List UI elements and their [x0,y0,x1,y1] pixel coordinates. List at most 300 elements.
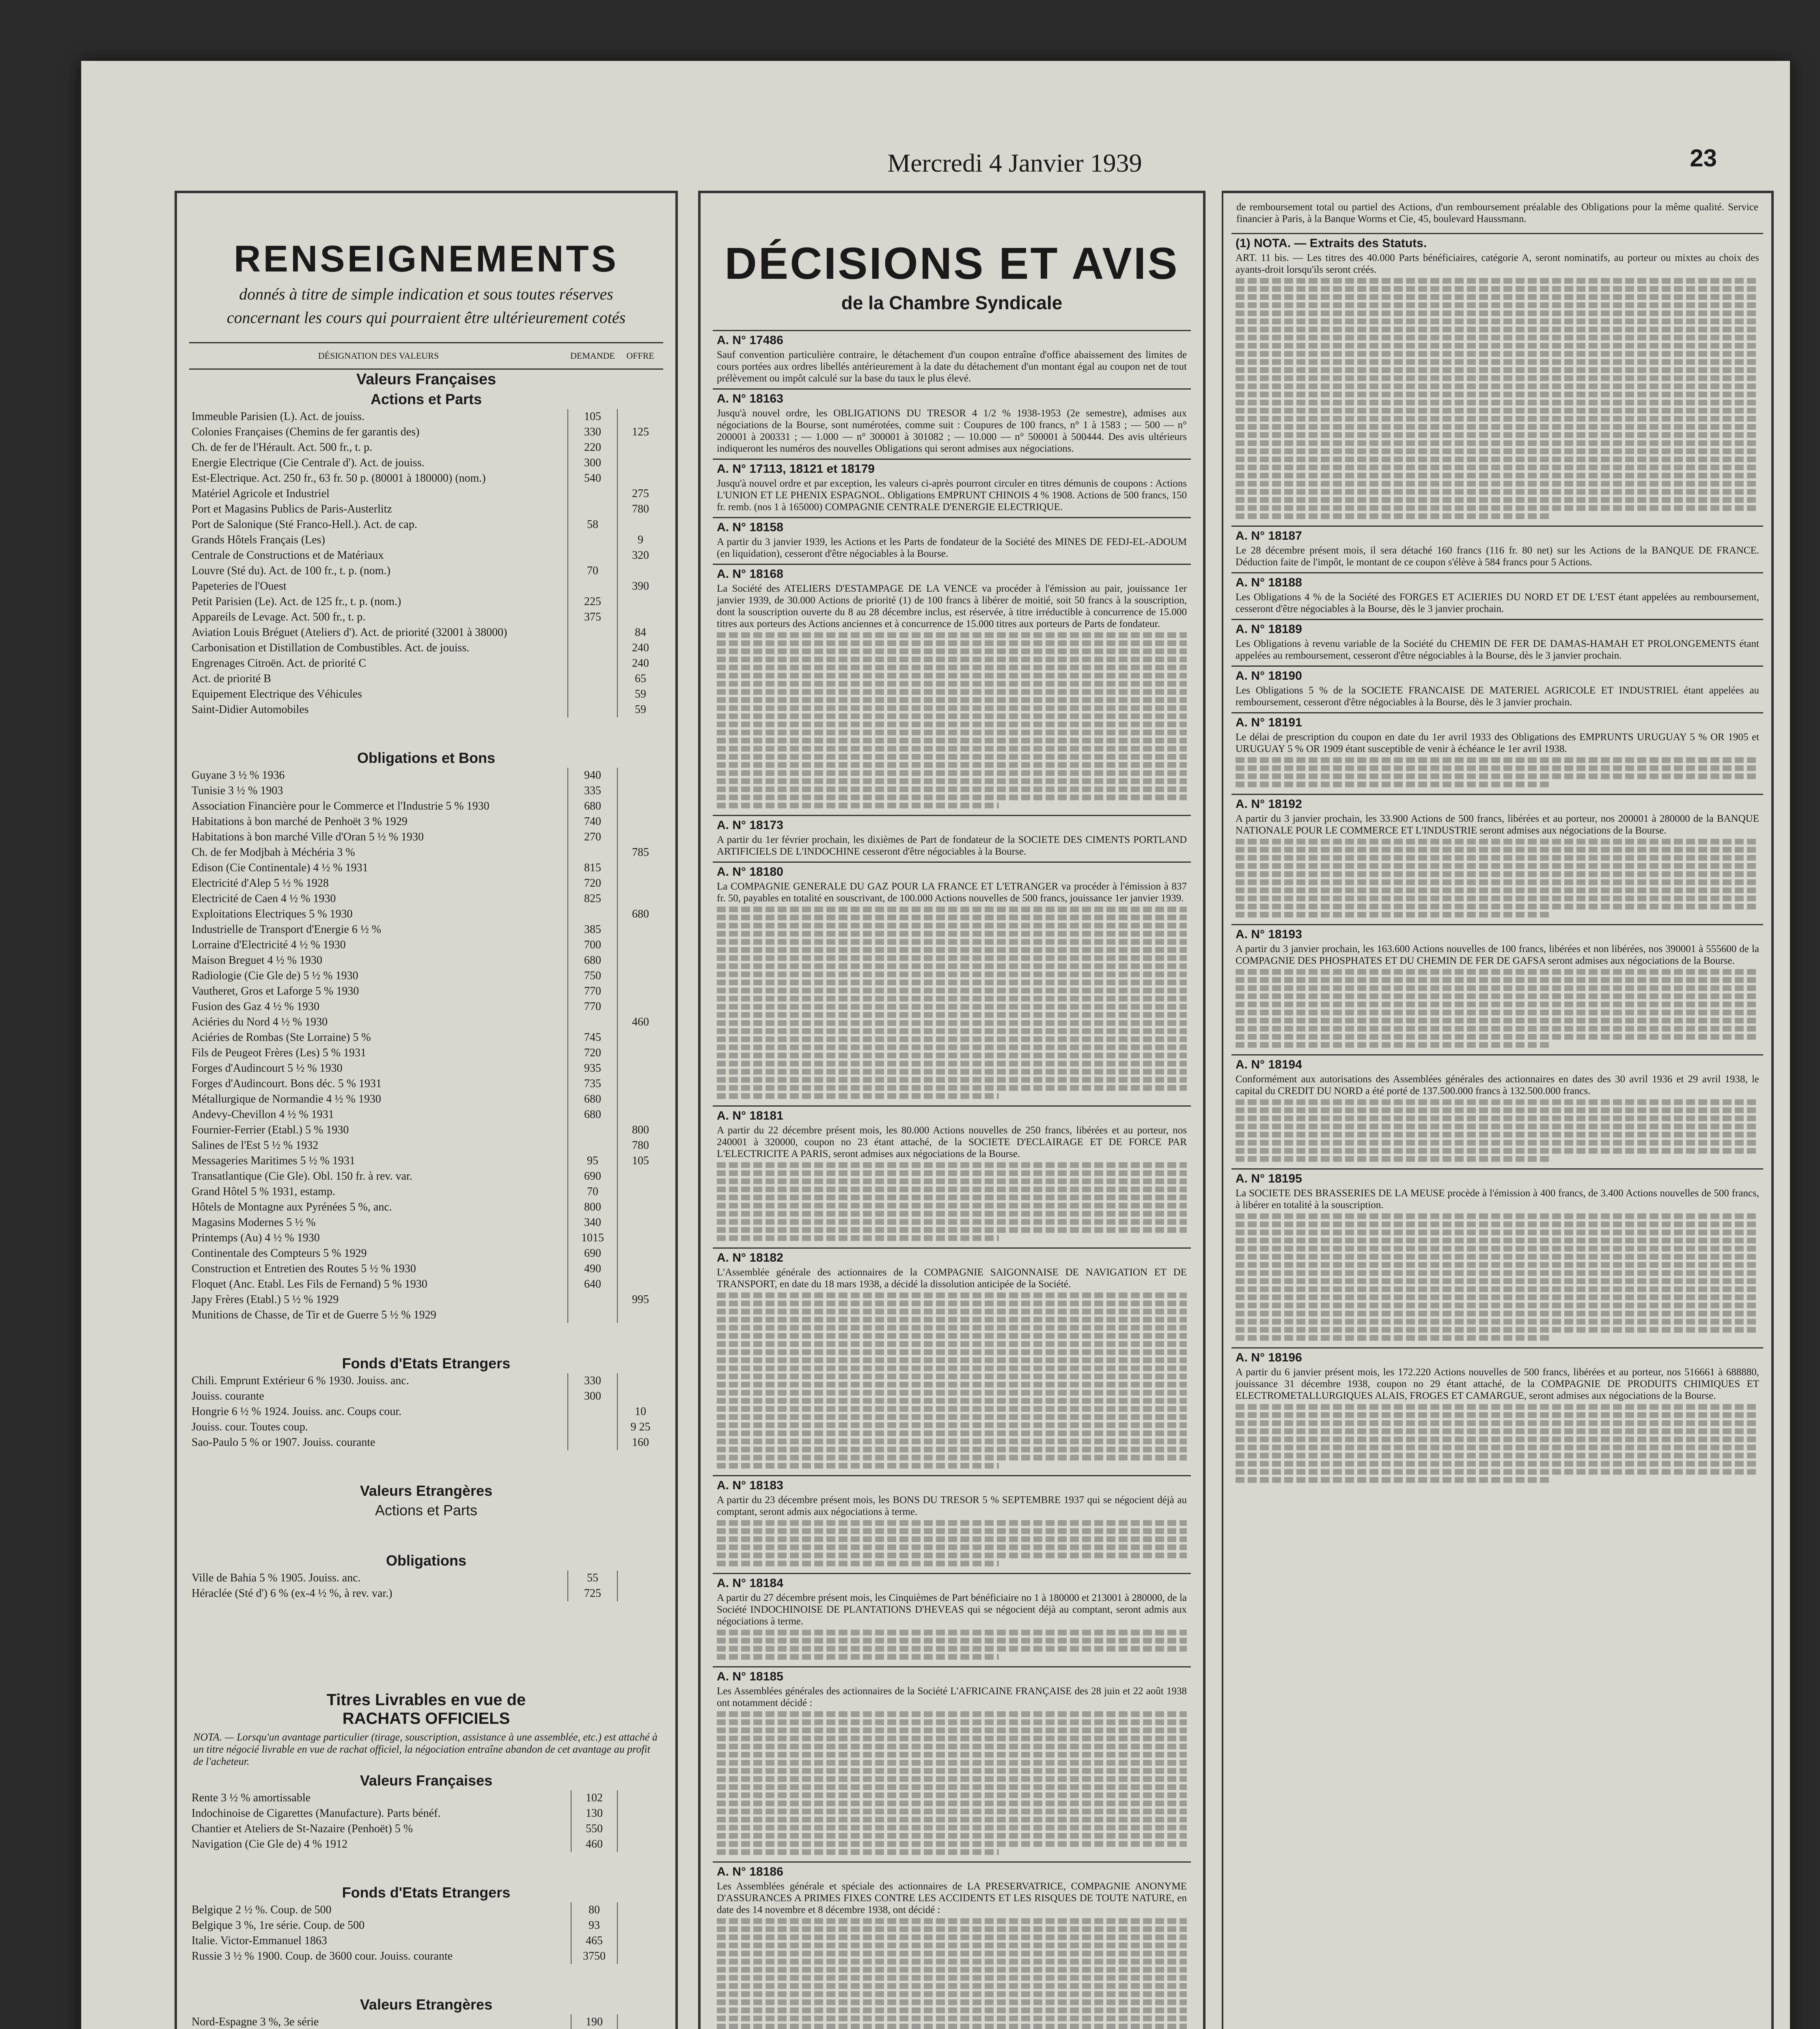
illegible-text-line [717,907,1187,912]
table-row [189,1586,663,1601]
cell-demande [568,625,617,640]
cell-offre [617,1790,663,1806]
cell-offre: 59 [617,702,663,717]
table-row [189,1169,663,1184]
cell-designation: Italie. Victor-Emmanuel 1863 [192,1934,327,1947]
illegible-text-line [717,988,1187,993]
cell-designation: Fusion des Gaz 4 ½ % 1930 [192,1000,319,1013]
illegible-text-line [717,1061,1187,1066]
avis-number: A. N° 18168 [717,567,783,581]
illegible-text-line [717,1357,1187,1363]
table-row [189,1230,663,1246]
illegible-text-line [717,1422,1187,1428]
illegible-text-line [717,1768,1187,1774]
cell-offre [617,1169,663,1184]
cell-designation: Russie 3 ½ % 1900. Coup. de 3600 cour. Jouiss. courante [192,1950,453,1962]
table-row [189,984,663,999]
avis-number: A. N° 18183 [717,1479,783,1492]
table-row [189,594,663,610]
cell-designation: Engrenages Citroën. Act. de priorité C [192,657,366,670]
cell-designation: Aciéries de Rombas (Ste Lorraine) 5 % [192,1031,371,1044]
cell-demande: 375 [568,610,617,625]
page-header [81,144,1790,193]
cell-designation: Habitations à bon marché Ville d'Oran 5 ½ % 1930 [192,831,424,843]
cell-offre [617,829,663,845]
table-row [189,1821,663,1837]
cell-demande: 745 [568,1030,617,1045]
avis-item [713,862,1191,1105]
illegible-text-line [717,640,1187,646]
avis-text: L'Assemblée générale des actionnaires de la COMPAGNIE SAIGONNAISE DE NAVIGATION ET DE TRANSPORT, en date du 18 mars 1938, a décidé la dissolution anticipée de la Société. [717,1267,1187,1290]
illegible-text-line [717,1711,1187,1717]
cell-offre: 240 [617,656,663,671]
illegible-text-line [717,1162,1187,1168]
illegible-text-line [1236,1010,1759,1015]
avis-item [1231,794,1763,924]
illegible-text-line [717,1943,1187,1948]
avis-text: A partir du 3 janvier 1939, les Actions et les Parts de fondateur de la Société des MINES DE FEDJ-EL-ADOUM (en liquidation), cesseront d'être négociables à la Bourse. [717,536,1187,559]
cell-demande: 690 [568,1246,617,1261]
table-row [189,907,663,922]
cell-demande [568,702,617,717]
illegible-text-line [717,2016,1187,2021]
illegible-text-line [1236,1404,1759,1410]
cell-offre [617,409,663,424]
illegible-text-line [1236,757,1759,763]
cell-designation: Electricité de Caen 4 ½ % 1930 [192,892,336,905]
section-fonds-etats-etrangers: Fonds d'Etats Etrangers [342,1355,511,1372]
cell-offre [617,1200,663,1215]
illegible-text-line [717,1975,1187,1981]
illegible-text-line [1236,1461,1759,1467]
cell-offre [617,1821,663,1837]
cell-designation: Salines de l'Est 5 ½ % 1932 [192,1139,319,1152]
illegible-text-line [717,1447,1187,1452]
avis-text: La Société des ATELIERS D'ESTAMPAGE DE LA VENCE va procéder à l'émission au pair, jouissance 1er janvier 1939, de 30.000 Actions de priorité (1) de 100 francs à libérer de moitié, soit 50 francs à la souscription, dont la souscription ouverte du 8 au 28 décembre inclus, est réservée, à titre irréductible à concurrence de 15.000 titres aux porteurs des Actions anciennes et à concurrence de 15.000 titres aux porteurs de Parts de fondateur. [717,583,1187,629]
cell-designation: Sao-Paulo 5 % or 1907. Jouiss. courante [192,1436,375,1449]
table-row [189,1277,663,1292]
avis-number: A. N° 17486 [717,334,783,347]
cell-demande [568,1435,617,1450]
table-row [189,517,663,532]
cell-designation: Japy Frères (Etabl.) 5 ½ % 1929 [192,1293,339,1306]
illegible-text-line [717,1455,1187,1460]
cell-demande: 93 [571,1918,617,1933]
avis-item [713,1475,1191,1573]
illegible-text-line [1236,1445,1759,1450]
illegible-text-line [717,1398,1187,1404]
cell-designation: Ville de Bahia 5 % 1905. Jouiss. anc. [192,1572,361,1584]
table-row [189,656,663,671]
cell-designation: Construction et Entretien des Routes 5 ½ % 1930 [192,1262,416,1275]
illegible-text-line [1236,383,1759,389]
cell-offre [617,1230,663,1246]
illegible-text-line [717,1951,1187,1956]
illegible-text-line [1236,863,1759,869]
illegible-text-line [717,1638,1187,1643]
illegible-text-line [717,1744,1187,1749]
cell-designation: Act. de priorité B [192,672,271,685]
illegible-text-line [717,1301,1187,1306]
illegible-text-line [717,657,1187,662]
cell-demande [568,640,617,656]
table-row [189,424,663,440]
table-row [189,1949,663,1964]
cell-offre [617,1570,663,1586]
cell-designation: Industrielle de Transport d'Energie 6 ½ % [192,923,382,936]
table-row [189,625,663,640]
rows-oblig-etr [189,1570,663,1601]
illegible-text-line [1236,359,1759,365]
cell-offre [617,968,663,984]
cell-designation: Ch. de fer de l'Hérault. Act. 500 fr., t. p. [192,441,373,454]
illegible-text-line [717,996,1187,1002]
table-row [189,1292,663,1307]
avis-number: A. N° 18158 [717,521,783,534]
cell-designation: Transatlantique (Cie Gle). Obl. 150 fr. à rev. var. [192,1170,412,1183]
table-row [189,1902,663,1918]
cell-offre [617,1184,663,1200]
table-row [189,502,663,517]
table-row [189,891,663,907]
illegible-text-line [717,1630,1187,1635]
illegible-text-line [1236,1026,1759,1032]
cell-designation: Floquet (Anc. Etabl. Les Fils de Fernand) 5 % 1930 [192,1278,427,1290]
illegible-text-line [1236,294,1759,300]
avis-text: Le 28 décembre présent mois, il sera détaché 160 francs (116 fr. 80 net) sur les Actions de la BANQUE DE FRANCE. Déduction faite de l'impôt, le montant de ce coupon s'élève à 584 francs pour 5 Actions. [1236,545,1759,568]
illegible-text-line [1236,440,1759,446]
cell-offre: 995 [617,1292,663,1307]
illegible-text-line [1236,1213,1759,1219]
cell-demande: 340 [568,1215,617,1230]
illegible-text-line [717,1028,1187,1034]
table-row [189,640,663,656]
cell-offre: 320 [617,548,663,563]
cell-designation: Métallurgique de Normandie 4 ½ % 1930 [192,1093,381,1105]
rachats-nota: NOTA. — Lorsqu'un avantage particulier (tirage, souscription, assistance à une assemblée, etc.) est attaché à un titre négocié livrable en vue de rachat officiel, la négociation entraîne abandon de cet avantage au profit de l'acheteur. [193,1731,658,1767]
cell-designation: Belgique 3 %, 1re série. Coup. de 500 [192,1919,365,1932]
cell-demande [568,1292,617,1307]
continued-intro: de remboursement total ou partiel des Actions, d'un remboursement préalable des Obligations pour la même qualité. Service financier à Paris, à la Banque Worms et Cie, 45, boulevard Haussmann. [1236,202,1758,224]
renseignements-subtitle-1: donnés à titre de simple indication et sous toutes réserves [239,285,613,303]
illegible-text-line [717,681,1187,687]
cell-offre: 65 [617,671,663,687]
cell-offre: 390 [617,579,663,594]
illegible-text-line [717,923,1187,928]
illegible-text-line [717,939,1187,945]
table-row [189,999,663,1014]
cell-demande [568,502,617,517]
section-obligations-bons: Obligations et Bons [357,750,495,766]
cell-offre [617,783,663,799]
illegible-text-line [1236,1303,1759,1308]
cell-offre [617,1261,663,1277]
illegible-text-line [1236,1437,1759,1442]
illegible-text-line [717,1520,1187,1526]
cell-designation: Magasins Modernes 5 ½ % [192,1216,316,1229]
illegible-text-line [717,1219,1187,1225]
cell-demande: 750 [568,968,617,984]
decisions-subtitle: de la Chambre Syndicale [841,292,1063,313]
table-row [189,814,663,829]
avis-item [713,1666,1191,1861]
illegible-text-line [717,963,1187,969]
illegible-text-line [717,705,1187,711]
table-row [189,1138,663,1153]
cell-offre [617,999,663,1014]
illegible-text-line [1236,1156,1550,1162]
illegible-text-line [1236,505,1759,511]
illegible-text-line [1236,765,1759,771]
illegible-text-line [1236,896,1759,901]
illegible-text-line [717,1809,1187,1814]
illegible-text-line [717,1792,1187,1798]
avis-text: A partir du 1er février prochain, les dixièmes de Part de fondateur de la SOCIETE DES CIMENTS PORTLAND ARTIFICIELS DE L'INDOCHINE cesseront d'être négociables à la Bourse. [717,834,1187,857]
cell-offre: 275 [617,486,663,502]
cell-demande: 770 [568,984,617,999]
illegible-text-line [717,1085,1187,1091]
col-demande: DEMANDE [568,343,617,369]
illegible-text-line [1236,1319,1759,1325]
cell-offre [617,440,663,455]
cell-demande: 720 [568,1045,617,1061]
table-row [189,2014,663,2029]
avis-text: A partir du 3 janvier prochain, les 163.600 Actions nouvelles de 100 francs, libérées et non libérées, nos 390001 à 555600 de la COMPAGNIE DES PHOSPHATES ET DU CHEMIN DE FER DE GAFSA seront admises aux négociations de la Bourse. [1236,943,1759,966]
rows-actions [189,409,663,717]
cell-demande: 690 [568,1169,617,1184]
table-row [189,1030,663,1045]
cell-designation: Navigation (Cie Gle de) 4 % 1912 [192,1838,348,1850]
avis-number: A. N° 18190 [1236,669,1302,683]
table-row [189,1076,663,1092]
illegible-text-line [1236,473,1759,478]
cell-designation: Papeteries de l'Ouest [192,580,287,592]
cell-demande: 1015 [568,1230,617,1246]
cell-offre [617,563,663,579]
cell-demande: 815 [568,860,617,876]
rows-fonds-2 [189,1902,663,1964]
illegible-text-line [717,1967,1187,1973]
table-row [189,579,663,594]
cell-designation: Messageries Maritimes 5 ½ % 1931 [192,1155,355,1167]
cell-demande: 70 [568,1184,617,1200]
cell-demande: 130 [571,1806,617,1821]
illegible-text-line [717,1553,1187,1558]
cell-demande: 770 [568,999,617,1014]
avis-item [713,1105,1191,1247]
cell-designation: Centrale de Constructions et de Matériaux [192,549,384,562]
illegible-text-line [717,1999,1187,2005]
cell-offre: 780 [617,502,663,517]
cell-demande: 385 [568,922,617,937]
avis-number: A. N° 18192 [1236,797,1302,811]
illegible-text-line [717,730,1187,735]
illegible-text-line [1236,1262,1759,1268]
cell-offre [617,891,663,907]
illegible-text-line [1236,1230,1759,1235]
illegible-text-line [1236,1453,1759,1458]
section-obligations: Obligations [386,1552,466,1569]
cell-demande: 825 [568,891,617,907]
illegible-text-line [1236,286,1759,292]
cell-designation: Est-Electrique. Act. 250 fr., 63 fr. 50 p. (80001 à 180000) (nom.) [192,472,486,485]
illegible-text-line [1236,424,1759,430]
illegible-text-line [717,1333,1187,1339]
illegible-text-line [717,632,1187,638]
cell-demande: 55 [568,1570,617,1586]
table-row [189,922,663,937]
cell-designation: Aviation Louis Bréguet (Ateliers d'). Act. de priorité (32001 à 38000) [192,626,507,639]
illegible-text-line [1236,1278,1759,1284]
illegible-text-line [717,1195,1187,1200]
illegible-text-line [717,1561,999,1566]
avis-text: La SOCIETE DES BRASSERIES DE LA MEUSE procède à l'émission à 400 francs, de 3.400 Actions nouvelles de 500 francs, à libérer en totalité à la souscription. [1236,1188,1759,1211]
cell-designation: Jouiss. cour. Toutes coup. [192,1421,308,1433]
cell-offre [617,1107,663,1122]
cell-designation: Chili. Emprunt Extérieur 6 % 1930. Jouiss. anc. [192,1374,409,1387]
cell-offre [617,768,663,783]
illegible-text-line [717,689,1187,695]
table-row [189,1389,663,1404]
section-fonds-etats-etrangers-2: Fonds d'Etats Etrangers [342,1884,511,1901]
illegible-text-line [717,1646,1187,1652]
cell-designation: Association Financière pour le Commerce et l'Industrie 5 % 1930 [192,800,490,812]
table-row [189,455,663,471]
cell-demande: 800 [568,1200,617,1215]
illegible-text-line [717,1036,1187,1042]
illegible-text-line [1236,969,1759,975]
illegible-text-line [1236,1469,1759,1475]
avis-text: Les Obligations 5 % de la SOCIETE FRANCAISE DE MATERIEL AGRICOLE ET INDUSTRIEL étant appelées au remboursement, cesseront d'être négociables à la Bourse, dès le 3 janvier prochain. [1236,685,1759,708]
table-row [189,671,663,687]
cell-offre: 785 [617,845,663,860]
illegible-text-line [717,1203,1187,1208]
cell-designation: Radiologie (Cie Gle de) 5 ½ % 1930 [192,969,358,982]
renseignements-column [175,191,678,2029]
illegible-text-line [1236,1477,1550,1483]
avis-text: Les Assemblées générales des actionnaires de la Société L'AFRICAINE FRANÇAISE des 28 juin et 22 août 1938 ont notamment décidé : [717,1686,1187,1708]
table-row [189,548,663,563]
illegible-text-line [717,1784,1187,1790]
cell-demande: 58 [568,517,617,532]
avis-text: Sauf convention particulière contraire, le détachement d'un coupon entraîne d'office abaissement des limites de cours portées aux ordres libellés antérieurement à la date du détachement d'un montant égal au coupon net de tout prélèvement ou impôt calculé sur la base du taux le plus élevé. [717,349,1187,384]
section-actions-parts: Actions et Parts [370,391,482,407]
table-row [189,1373,663,1389]
table-row [189,1215,663,1230]
cell-offre [617,922,663,937]
cell-designation: Vautheret, Gros et Laforge 5 % 1930 [192,985,359,997]
cell-offre: 9 25 [617,1419,663,1435]
cell-designation: Grand Hôtel 5 % 1931, estamp. [192,1185,335,1198]
cell-demande [568,1014,617,1030]
cell-designation: Lorraine d'Electricité 4 ½ % 1930 [192,939,346,951]
illegible-text-line [717,1374,1187,1379]
cell-demande: 680 [568,1107,617,1122]
illegible-text-line [717,1918,1187,1924]
cell-demande: 465 [571,1933,617,1949]
cell-designation: Indochinoise de Cigarettes (Manufacture). Parts bénéf. [192,1807,441,1820]
cell-demande: 935 [568,1061,617,1076]
avis-text: A partir du 6 janvier présent mois, les 172.220 Actions nouvelles de 500 francs, libérées et au porteur, nos 516661 à 688880, jouissance 31 décembre 1938, coupon no 29 étant attaché, de la COMPAGNIE DE PRODUITS CHIMIQUES ET ELECTROMETALLURGIQUES ALAIS, FROGES ET CAMARGUE, seront admises aux négociations de la Bourse. [1236,1367,1759,1401]
illegible-text-line [717,803,999,808]
cell-designation: Maison Breguet 4 ½ % 1930 [192,954,322,967]
table-row [189,1246,663,1261]
cell-demande: 300 [568,455,617,471]
cell-designation: Nord-Espagne 3 %, 3e série [192,2016,319,2028]
cell-demande [568,1419,617,1435]
cell-offre [617,517,663,532]
illegible-text-line [717,1077,1187,1083]
illegible-text-line [717,1727,1187,1733]
cell-demande [568,579,617,594]
avis-text: Conformément aux autorisations des Assemblées générales des actionnaires en dates des 30 avril 1936 et 29 avril 1938, le capital du CREDIT DU NORD a été porté de 137.500.000 francs à 132.500.000 francs. [1236,1074,1759,1096]
cell-demande [568,1307,617,1323]
avis-item [1231,233,1763,526]
cell-offre [617,1837,663,1852]
cell-designation: Aciéries du Nord 4 ½ % 1930 [192,1016,328,1028]
cell-offre [617,455,663,471]
table-row [189,768,663,783]
table-row [189,1122,663,1138]
avis-number: A. N° 18187 [1236,529,1302,543]
renseignements-title: RENSEIGNEMENTS [234,238,619,280]
cell-demande [568,486,617,502]
rachats-table [189,1771,663,2029]
avis-item [1231,572,1763,619]
cell-offre [617,1030,663,1045]
illegible-text-line [717,931,1187,937]
avis-number: A. N° 18186 [717,1865,783,1878]
cell-demande: 225 [568,594,617,610]
continued-column [1222,191,1774,2029]
table-row [189,440,663,455]
illegible-text-line [1236,416,1759,422]
table-row [189,968,663,984]
illegible-text-line [1236,1140,1759,1146]
cell-demande: 640 [568,1277,617,1292]
cell-demande [568,845,617,860]
rows-obligations [189,768,663,1323]
avis-number: A. N° 18184 [717,1577,783,1590]
cell-demande: 460 [571,1837,617,1852]
cell-offre [617,1277,663,1292]
avis-item [1231,1054,1763,1168]
cell-offre [617,1246,663,1261]
cell-offre [617,1092,663,1107]
illegible-text-line [717,1841,1187,1847]
illegible-text-line [717,1817,1187,1822]
cell-demande: 190 [571,2014,617,2029]
table-row [189,532,663,548]
cell-demande [568,532,617,548]
cell-offre [617,1586,663,1601]
avis-item [1231,712,1763,794]
illegible-text-line [1236,1002,1759,1007]
illegible-text-line [717,665,1187,670]
table-row [189,471,663,486]
cell-demande: 330 [568,424,617,440]
illegible-text-line [1236,1420,1759,1426]
cell-offre [617,1389,663,1404]
illegible-text-line [1236,310,1759,316]
illegible-text-line [717,1959,1187,1964]
cell-designation: Appareils de Levage. Act. 500 fr., t. p. [192,611,366,623]
illegible-text-line [1236,871,1759,877]
avis-text: ART. 11 bis. — Les titres des 40.000 Parts bénéficiaires, catégorie A, seront nominatifs, au porteur ou mixtes au choix des ayants-droit lorsqu'ils seront créés. [1236,252,1759,275]
avis-item [713,1247,1191,1475]
cell-demande: 3750 [571,1949,617,1964]
cell-demande [568,1404,617,1419]
